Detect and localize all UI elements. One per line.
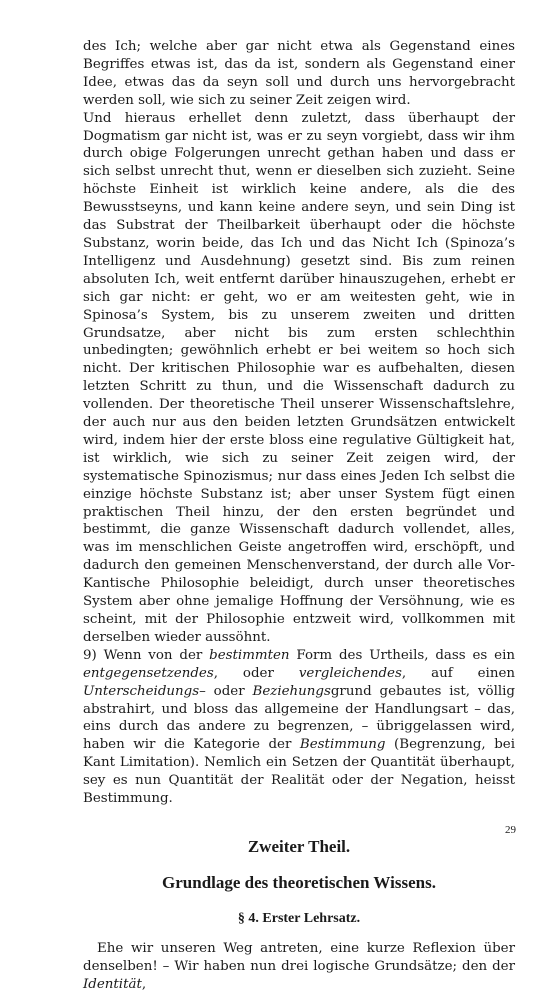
- paragraph-dogmatism: Und hieraus erhellet denn zuletzt, dass überhaupt der Dogmatism gar nicht ist, was er zu seyn vorgiebt, dass wir ihm durch obige Folgerungen unrecht gethan haben und dass er sich selbst unrecht thut, wenn er dieselben sich zuzieht. Seine höchste Einheit ist wirklich keine andere, als die des Bewusstseyns, und kann keine andere seyn, und sein Ding ist das Substrat der Theilbarkeit überhaupt oder die höchste Substanz, worin beide, das Ich und das Nicht Ich (Spinoza’s Intelligenz und Ausdehnung) gesetzt sind. Bis zum reinen absoluten Ich, weit entfernt darüber hinauszugehen, erhebt er sich gar nicht: er geht, wo er am weitesten geht, wie in Spinosa’s System, bis zu unserem zweiten und dritten Grundsatze, aber nicht bis zum ersten schlechthin unbedingten; gewöhnlich erhebt er bei weitem so hoch sich nicht. Der kritischen Philosophie war es aufbehalten, diesen letzten Schritt zu thun, und die Wissenschaft dadurch zu vollenden. Der theoretische Theil unserer Wissenschaftslehre, der auch nur aus den beiden letzten Grundsätzen entwickelt wird, indem hier der erste bloss eine regulative Gültigkeit hat, ist wirklich, wie sich zu seiner Zeit zeigen wird, der systematische Spinozismus; nur dass eines Jeden Ich selbst die einzige höchste Substanz ist; aber unser System fügt einen praktischen Theil hinzu, der den ersten begründet und bestimmt, die ganze Wissenschaft dadurch vollendet, alles, was im menschlichen Geiste angetroffen wird, erschöpft, und dadurch den gemeinen Menschenverstand, der durch alle Vor-Kantische Philosophie beleidigt, durch unser theoretisches System aber ohne jemalige Hoffnung der Versöhnung, wie es scheint, mit der Philosophie entzweit wird, vollkommen mit derselben wieder aussöhnt.: [83, 110, 515, 645]
- page-number: 29: [505, 824, 516, 836]
- paragraph-continuation: des Ich; welche aber gar nicht etwa als Gegenstand eines Begriffes etwas ist, das da ist, sondern als Gegenstand einer Idee, etwas das da seyn soll und durch uns hervorgebracht werden soll, wie sich zu seiner Zeit zeigen wird.: [83, 39, 515, 108]
- italic-run: vergleichendes: [298, 665, 402, 681]
- italic-run: Bestimmung: [299, 737, 386, 753]
- italic-run: bestimmten: [209, 647, 290, 663]
- section-heading: § 4. Erster Lehrsatz.: [237, 910, 361, 926]
- part-title: Grundlage des theoretischen Wissens.: [162, 872, 436, 892]
- paragraph-section-intro: Ehe wir unseren Weg antreten, eine kurze Reflexion über denselben! – Wir haben nun drei logische Grundsätze; den der Identität,: [83, 940, 515, 992]
- paragraph-note-9: 9) Wenn von der bestimmten Form des Urtheils, dass es ein entgegensetzendes, oder vergleichendes, auf einen Unterscheidungs– oder Beziehungsgrund gebautes ist, völlig abstrahirt, und bloss das allgemeine der Handlungsart – das, eins durch das andere zu begrenzen, – übriggelassen wird, haben wir die Kategorie der Bestimmung (Begrenzung, bei Kant Limitation). Nemlich ein Setzen der Quantität überhaupt, sey es nun Quantität der Realität oder der Negation, heisst Bestimmung.: [83, 647, 516, 807]
- part-heading: Zweiter Theil.: [247, 836, 351, 856]
- italic-run: Unterscheidungs: [83, 683, 200, 699]
- section-spacer: [83, 808, 515, 836]
- italic-run: Beziehungs: [252, 683, 331, 699]
- italic-run: Identität: [83, 976, 142, 992]
- italic-run: entgegensetzendes: [83, 665, 214, 681]
- document-page: [83, 38, 515, 994]
